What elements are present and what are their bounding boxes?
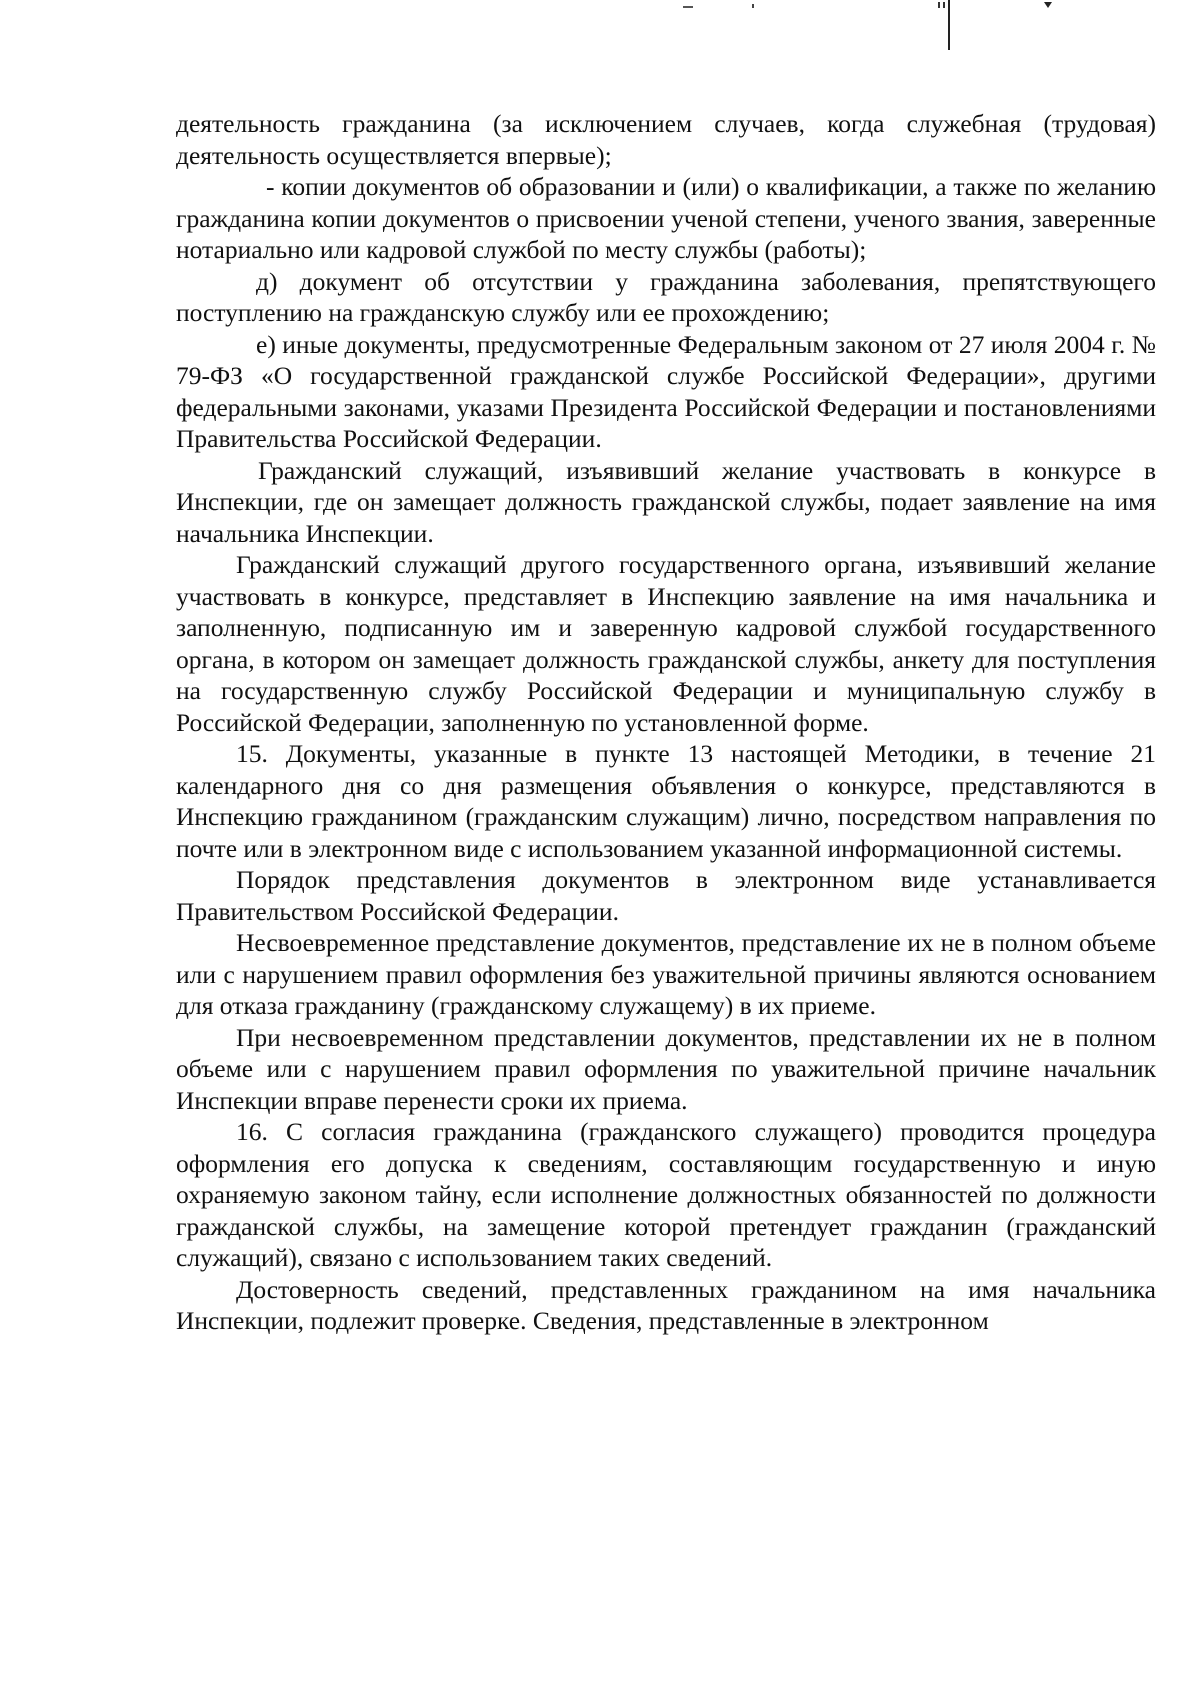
paragraph-untimely-submission: Несвоевременное представление документов, представление их не в полном объеме или с нарушением правил оформления без уважительной причины являются основанием для отказа гражданину (гражданскому служащему) в их приеме. <box>176 928 1156 1020</box>
paragraph-clause-16: 16. С согласия гражданина (гражданского служащего) проводится процедура оформления его допуска к сведениям, составляющим государственную и иную охраняемую законом тайну, если исполнение должностных обязанностей по должности гражданской службы, на замещение которой претендует гражданин (гражданский служащий), связано с использованием таких сведений. <box>176 1117 1156 1272</box>
paragraph-activity-continuation: деятельность гражданина (за исключением случаев, когда служебная (трудовая) деятельность осуществляется впервые); <box>176 109 1156 170</box>
paragraph-civil-servant-same-inspection: Гражданский служащий, изъявивший желание участвовать в конкурсе в Инспекции, где он замещает должность гражданской службы, подает заявление на имя начальника Инспекции. <box>176 455 1156 548</box>
paragraph-deadline-extension: При несвоевременном представлении документов, представлении их не в полном объеме или с нарушением правил оформления по уважительной причине начальник Инспекции вправе перенести сроки их приема. <box>176 1022 1156 1115</box>
document-body <box>176 108 1156 1337</box>
paragraph-civil-servant-other-agency: Гражданский служащий другого государственного органа, изъявивший желание участвовать в конкурсе, представляет в Инспекцию заявление на имя начальника и заполненную, подписанную им и заверенную кадровой службой государственного органа, в котором он замещает должность гражданской службы, анкету для поступления на государственную службу Российской Федерации и муниципальную службу в Российской Федерации, заполненную по установленной форме. <box>176 550 1156 737</box>
scan-artifacts <box>0 0 1200 60</box>
paragraph-item-d: д) документ об отсутствии у гражданина заболевания, препятствующего поступлению на гражданскую службу или ее прохождению; <box>176 266 1156 327</box>
paragraph-item-e: е) иные документы, предусмотренные Федеральным законом от 27 июля 2004 г. № 79-ФЗ «О государственной гражданской службе Российской Федерации», другими федеральными законами, указами Президента Российской Федерации и постановлениями Правительства Российской Федерации. <box>176 329 1156 453</box>
paragraph-education-copies: - копии документов об образовании и (или) о квалификации, а также по желанию гражданина копии документов о присвоении ученой степени, ученого звания, заверенные нотариально или кадровой службой по месту службы (работы); <box>176 172 1156 264</box>
paragraph-verification: Достоверность сведений, представленных гражданином на имя начальника Инспекции, подлежит проверке. Сведения, представленные в электронном <box>176 1274 1156 1335</box>
paragraph-clause-15: 15. Документы, указанные в пункте 13 настоящей Методики, в течение 21 календарного дня со дня размещения объявления о конкурсе, представляются в Инспекцию гражданином (гражданским служащим) лично, посредством направления по почте или в электронном виде с использованием указанной информационной системы. <box>176 739 1156 863</box>
paragraph-electronic-procedure: Порядок представления документов в электронном виде устанавливается Правительством Российской Федерации. <box>176 865 1156 926</box>
